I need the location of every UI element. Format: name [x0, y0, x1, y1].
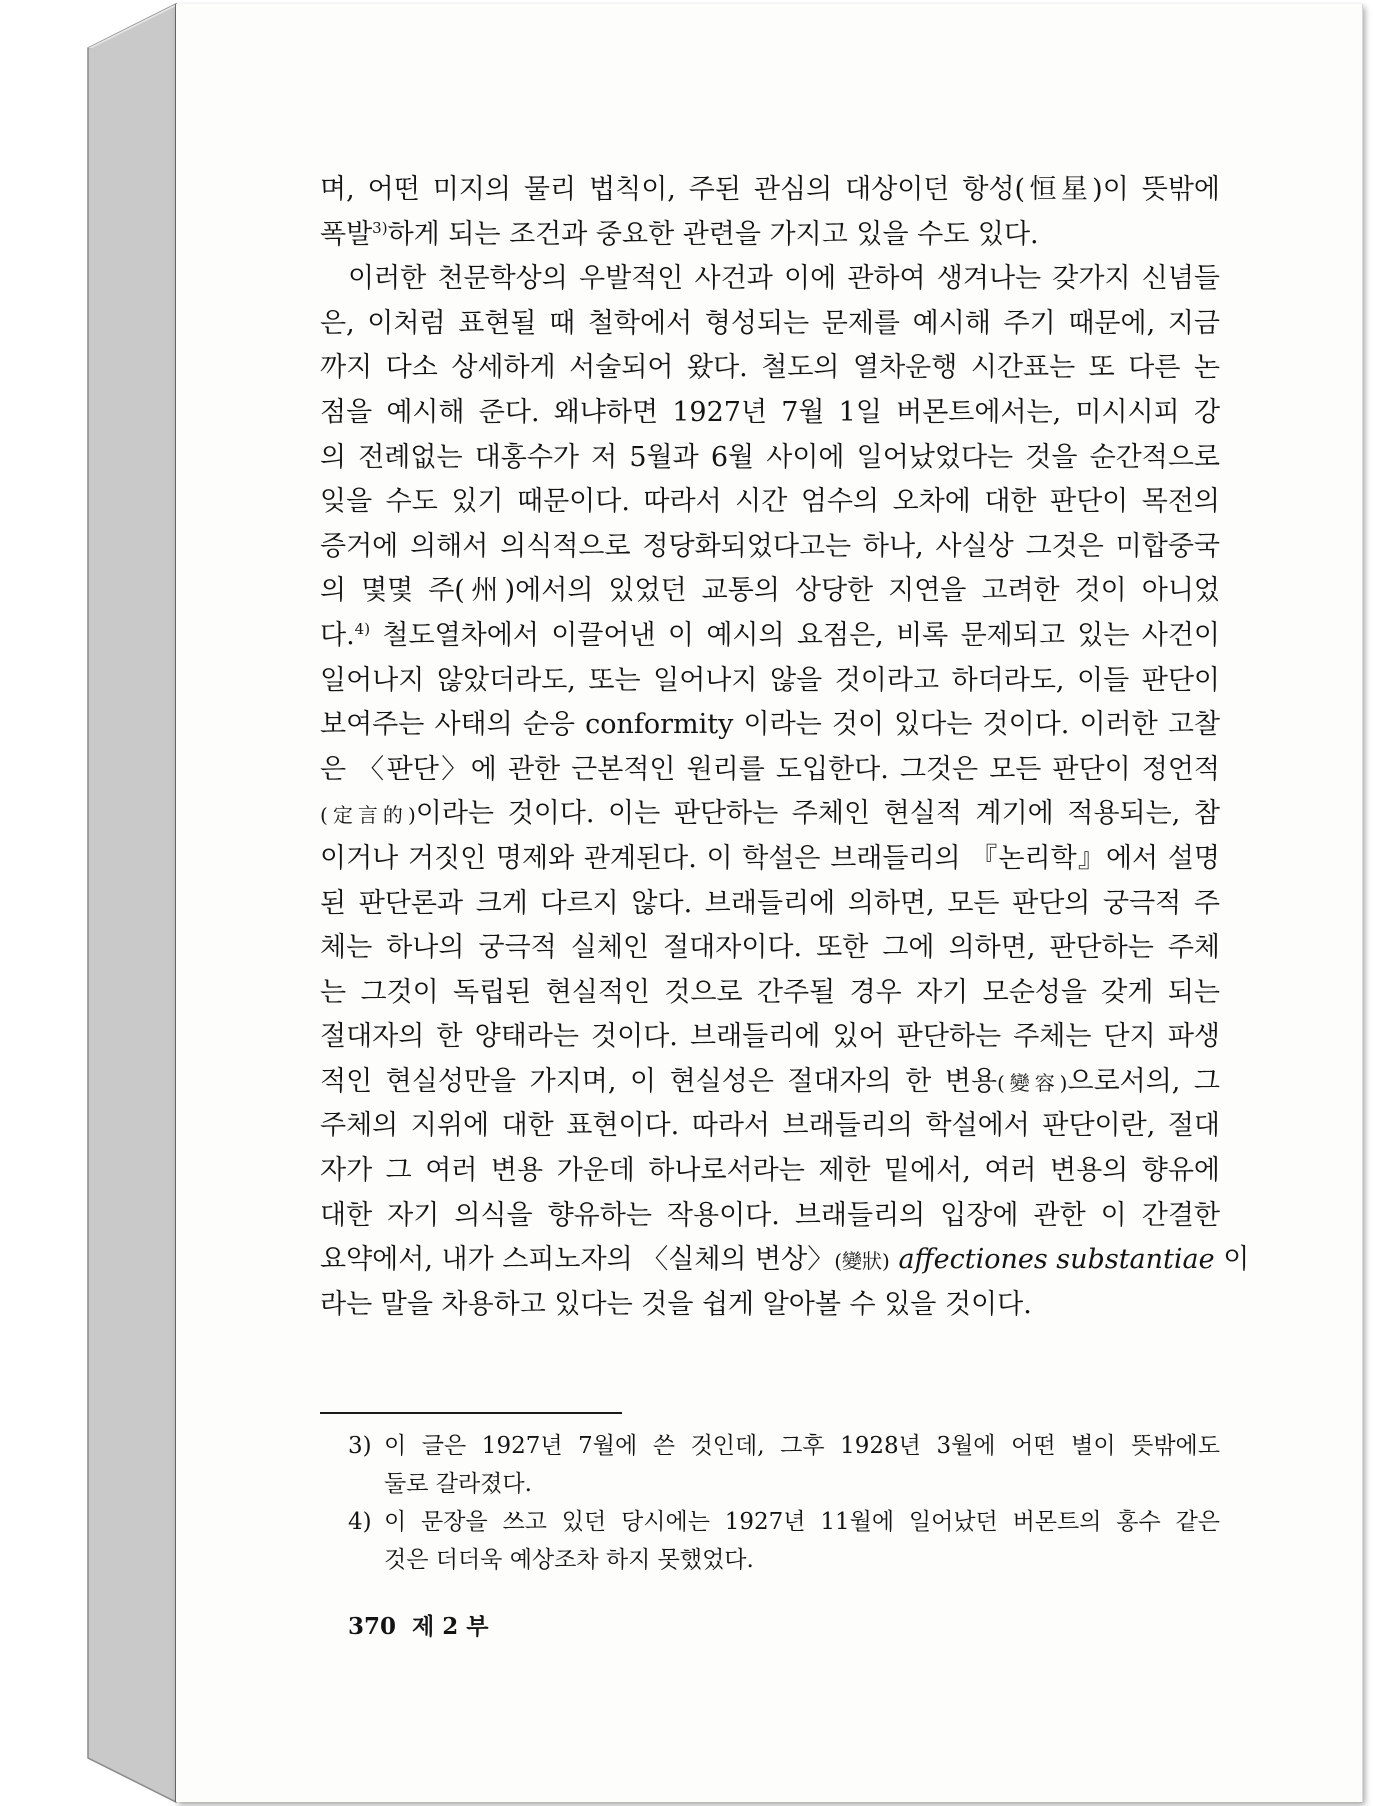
page-folio: [348, 1608, 488, 1641]
footnote-3-continued: 둘로 갈라졌다.: [384, 1471, 532, 1497]
footnote-4: 4) 이 문장을 쓰고 있던 당시에는 1927년 11월에 일어났던 버몬트의 홍수 같은: [348, 1509, 1220, 1535]
latin-term: affectiones substantiae: [898, 1244, 1215, 1276]
footnote-ref: 3): [372, 218, 388, 237]
body-line: 폭발$^{3)}$하게 되는 조건과 중요한 관련을 가지고 있을 수도 있다.: [320, 218, 1039, 250]
footnote-rule: [320, 1412, 622, 1414]
body-line: 며, 어떤 미지의 물리 법칙이, 주된 관심의 대상이던 항성(恒星)이 뜻밖에: [320, 174, 1220, 205]
body-line: 의 몇몇 주(州)에서의 있었던 교통의 상당한 지연을 고려한 것이 아니었: [320, 575, 1220, 607]
body-line: 라는 말을 차용하고 있다는 것을 쉽게 알아볼 수 있을 것이다.: [320, 1288, 1032, 1320]
body-line: 의 전례없는 대홍수가 저 5월과 6월 사이에 일어났었다는 것을 순간적으로: [320, 441, 1220, 473]
body-line: 보여주는 사태의 순응 conformity 이라는 것이 있다는 것이다. 이러한 고찰: [320, 709, 1220, 741]
book-page: [176, 4, 1363, 1802]
spine-face: [88, 4, 176, 1802]
body-line: 다.$^{4)}$ 철도열차에서 이끌어낸 이 예시의 요점은, 비록 문제되고 있는 사건이: [320, 619, 1220, 651]
body-line: 까지 다소 상세하게 서술되어 왔다. 철도의 열차운행 시간표는 또 다른 논: [320, 352, 1220, 384]
page-number: 370: [348, 1613, 397, 1640]
footnote-ref: 4): [354, 619, 371, 638]
part-label: 제 2 부: [412, 1613, 489, 1640]
body-line: 는 그것이 독립된 현실적인 것으로 간주될 경우 자기 모순성을 갖게 되는: [320, 976, 1220, 1008]
body-line: 잊을 수도 있기 때문이다. 따라서 시간 엄수의 오차에 대한 판단이 목전의: [320, 486, 1220, 518]
footnote-4-continued: 것은 더더욱 예상조차 하지 못했었다.: [384, 1547, 754, 1573]
body-line: 된 판단론과 크게 다르지 않다. 브래들리에 의하면, 모든 판단의 궁극적 주: [320, 887, 1220, 919]
body-line: 요약에서, 내가 스피노자의 〈실체의 변상〉(變狀) affectiones substantiae 이: [320, 1244, 1250, 1276]
body-line: 점을 예시해 준다. 왜냐하면 1927년 7월 1일 버몬트에서는, 미시시피 강: [320, 396, 1220, 428]
body-text: [320, 168, 1250, 1327]
body-line: 절대자의 한 양태라는 것이다. 브래들리에 있어 판단하는 주체는 단지 파생: [320, 1021, 1220, 1053]
footnotes: [348, 1427, 1220, 1579]
body-line: 은 〈판단〉에 관한 근본적인 원리를 도입한다. 그것은 모든 판단이 정언적: [320, 753, 1220, 785]
body-line: 대한 자기 의식을 향유하는 작용이다. 브래들리의 입장에 관한 이 간결한: [320, 1199, 1220, 1231]
book-spine: [0, 0, 180, 1806]
body-line: 체는 하나의 궁극적 실체인 절대자이다. 또한 그에 의하면, 판단하는 주체: [320, 932, 1220, 964]
body-line: 주체의 지위에 대한 표현이다. 따라서 브래들리의 학설에서 판단이란, 절대: [320, 1110, 1220, 1142]
body-line: 일어나지 않았더라도, 또는 일어나지 않을 것이라고 하더라도, 이들 판단이: [320, 664, 1220, 696]
footnote-3: 3) 이 글은 1927년 7월에 쓴 것인데, 그후 1928년 3월에 어떤 별이 뜻밖에도: [348, 1433, 1220, 1459]
body-line: 이러한 천문학상의 우발적인 사건과 이에 관하여 생겨나는 갖가지 신념들: [348, 263, 1220, 295]
body-line: 이거나 거짓인 명제와 관계된다. 이 학설은 브래들리의 『논리학』에서 설명: [320, 842, 1220, 874]
body-line: 적인 현실성만을 가지며, 이 현실성은 절대자의 한 변용(變容)으로서의, 그: [320, 1065, 1220, 1097]
body-line: 자가 그 여러 변용 가운데 하나로서라는 제한 밑에서, 여러 변용의 향유에: [320, 1155, 1220, 1187]
body-line: 증거에 의해서 의식적으로 정당화되었다고는 하나, 사실상 그것은 미합중국: [320, 530, 1220, 562]
body-line: 은, 이처럼 표현될 때 철학에서 형성되는 문제를 예시해 주기 때문에, 지금: [320, 307, 1220, 339]
body-line: (定言的)이라는 것이다. 이는 판단하는 주체인 현실적 계기에 적용되는, 참: [320, 798, 1220, 830]
